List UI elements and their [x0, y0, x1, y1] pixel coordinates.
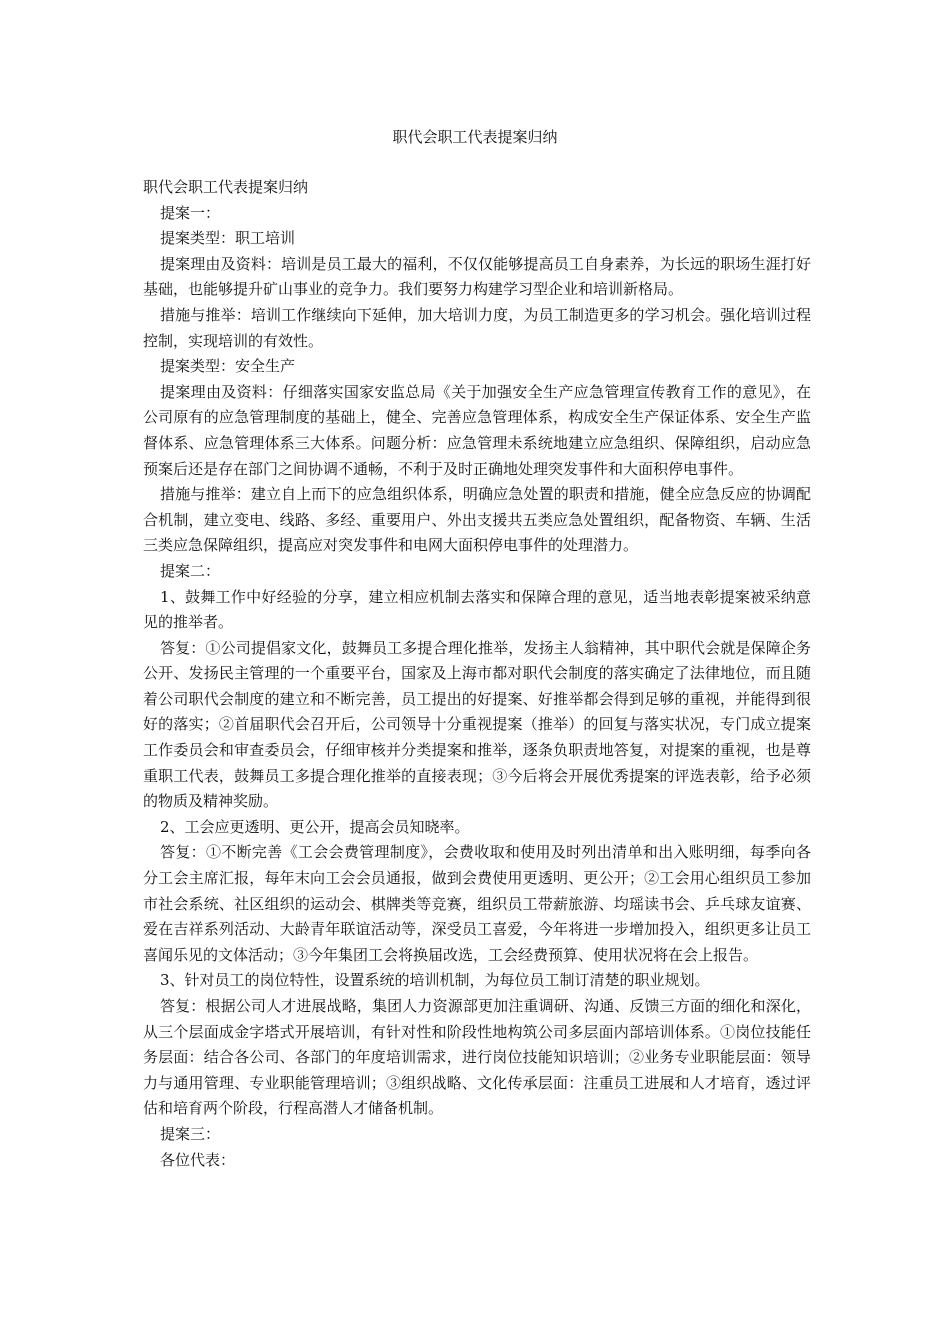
paragraph: 提案理由及资料：仔细落实国家安监总局《关于加强安全生产应急管理宣传教育工作的意见》，在公司原有的应急管理制度的基础上，健全、完善应急管理体系，构成安全生产保证体系、安全生产监督体系、应急管理体系三大体系。问题分析：应急管理未系统地建立应急组织、保障组织，启动应急预案后还是存在部门之间协调不通畅，不利于及时正确地处理突发事件和大面积停电事件。 — [143, 382, 811, 478]
paragraph: 措施与推举：建立自上而下的应急组织体系，明确应急处置的职责和措施，健全应急反应的协调配合机制，建立变电、线路、多经、重要用户、外出支援共五类应急处置组织，配备物资、车辆、生活三类应急保障组织，提高应对突发事件和电网大面积停电事件的处理潜力。 — [143, 485, 811, 555]
paragraph: 提案理由及资料：培训是员工最大的福利，不仅仅能够提高员工自身素养，为长远的职场生涯打好基础，也能够提升矿山事业的竞争力。我们要努力构建学习型企业和培训新格局。 — [143, 254, 811, 299]
paragraph: 提案一： — [160, 203, 221, 222]
paragraph: 职代会职工代表提案归纳 — [143, 178, 309, 196]
paragraph: 答复：①公司提倡家文化，鼓舞员工多提合理化推举，发扬主人翁精神，其中职代会就是保障企务公开、发扬民主管理的一个重要平台，国家及上海市都对职代会制度的落实确定了法律地位，而且随着公司职代会制度的建立和不断完善，员工提出的好提案、好推举都会得到足够的重视，并能得到很好的落实；②首届职代会召开后，公司领导十分重视提案（推举）的回复与落实状况，专门成立提案工作委员会和审查委员会，仔细审核并分类提案和推举，逐条负职责地答复，对提案的重视，也是尊重职工代表，鼓舞员工多提合理化推举的直接表现；③今后将会开展优秀提案的评选表彰，给予必须的物质及精神奖励。 — [143, 638, 811, 811]
paragraph: 措施与推举：培训工作继续向下延伸，加大培训力度，为员工制造更多的学习机会。强化培训过程控制，实现培训的有效性。 — [143, 305, 811, 350]
paragraph: 2、工会应更透明、更公开，提高会员知晓率。 — [160, 817, 470, 836]
paragraph: 答复：根据公司人才进展战略，集团人力资源部更加注重调研、沟通、反馈三方面的细化和深化，从三个层面成金字塔式开展培训，有针对性和阶段性地构筑公司多层面内部培训体系。①岗位技能任务层面：结合各公司、各部门的年度培训需求，进行岗位技能知识培训；②业务专业职能层面：领导力与通用管理、专业职能管理培训；③组织战略、文化传承层面：注重员工进展和人才培育，透过评估和培育两个阶段，行程高潜人才储备机制。 — [143, 997, 811, 1118]
paragraph: 3、针对员工的岗位特性，设置系统的培训机制，为每位员工制订清楚的职业规划。 — [160, 971, 710, 990]
paragraph: 各位代表： — [160, 1150, 236, 1169]
paragraph: 提案二： — [160, 561, 221, 580]
paragraph: 答复：①不断完善《工会会费管理制度》，会费收取和使用及时列出清单和出入账明细，每季向各分工会主席汇报，每年末向工会会员通报，做到会费使用更透明、更公开；②工会用心组织员工参加市社会系统、社区组织的运动会、棋牌类等竞赛，组织员工带薪旅游、均瑶读书会、乒乓球友谊赛、爱在吉祥系列活动、大龄青年联谊活动等，深受员工喜爱，今年将进一步增加投入，组织更多让员工喜闻乐见的文体活动；③今年集团工会将换届改选，工会经费预算、使用状况将在会上报告。 — [143, 843, 811, 964]
paragraph: 提案类型：职工培训 — [160, 229, 296, 248]
document-body — [143, 175, 811, 1173]
paragraph: 提案类型：安全生产 — [160, 357, 296, 376]
paragraph: 提案三： — [160, 1124, 221, 1143]
paragraph: 1、鼓舞工作中好经验的分享，建立相应机制去落实和保障合理的意见，适当地表彰提案被采纳意见的推举者。 — [143, 587, 811, 632]
page-title: 职代会职工代表提案归纳 — [392, 128, 558, 146]
